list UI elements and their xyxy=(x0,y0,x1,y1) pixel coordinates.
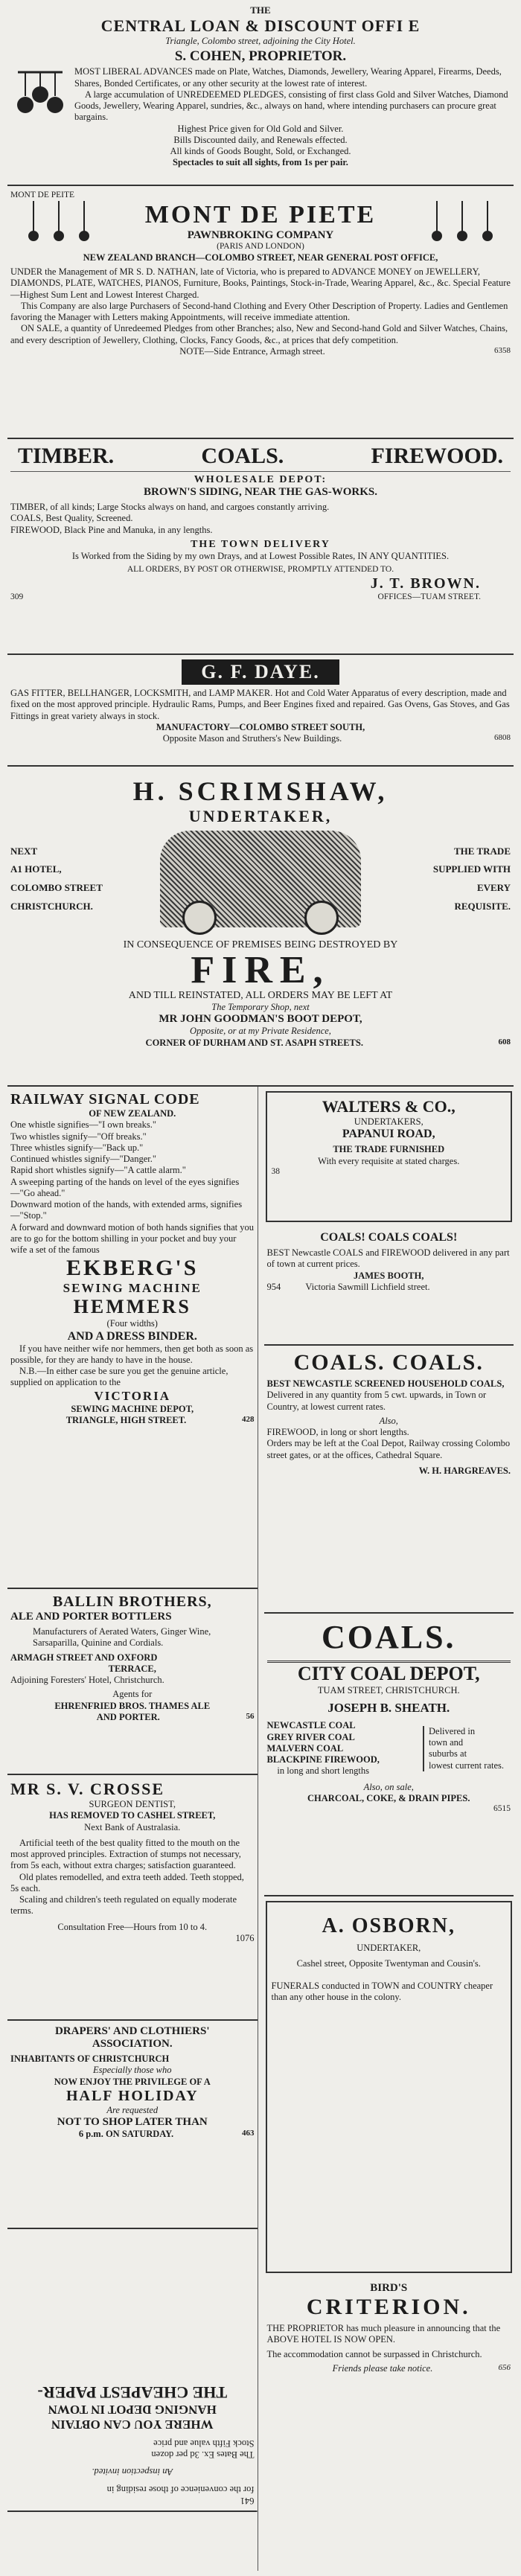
ad-opposite-text: Opposite Mason and Struthers's New Buildings. xyxy=(162,733,342,744)
pawn-balls-icon xyxy=(10,66,70,118)
ad-left-3: CHRISTCHURCH. xyxy=(10,900,93,912)
ad-removed: HAS REMOVED TO CASHEL STREET, xyxy=(49,1810,216,1821)
ad-word-firewood: FIREWOOD. xyxy=(371,444,503,468)
ad-title2: ASSOCIATION. xyxy=(92,2038,173,2050)
ad-siding: BROWN'S SIDING, NEAR THE GAS-WORKS. xyxy=(144,486,377,498)
ad-address1: ARMAGH STREET AND OXFORD xyxy=(10,1652,158,1663)
ad-sub1: PAWNBROKING COMPANY xyxy=(187,229,334,241)
ad-orders: Orders may be left at the Coal Depot, Railway crossing Colombo street gates, or at the offices, Cathedral Square. xyxy=(266,1438,511,1460)
ad-word-timber: TIMBER. xyxy=(18,444,115,468)
ad-number: 6515 xyxy=(493,1804,511,1813)
ad-body: Manufacturers of Aerated Waters, Ginger Wine, Sarsaparilla, Quinine and Cordials. xyxy=(33,1626,211,1649)
ad-body: GAS FITTER, BELLHANGER, LOCKSMITH, and LAMP MAKER. Hot and Cold Water Apparatus of every description, made and fixed on the most approved principle. Hydraulic Rams, Pumps, and Beer Engines fixed and repaired. Gas Ovens, Gas Stoves, and Gas Fittings in great variety always in stock. xyxy=(10,688,510,721)
ad-triangle xyxy=(10,1415,255,1426)
ad-name: JAMES BOOTH, xyxy=(354,1270,424,1281)
ad-accom: The accommodation cannot be surpassed in Christchurch. xyxy=(266,2348,482,2359)
ad-the: THE xyxy=(250,4,271,16)
ad-role: UNDERTAKER, xyxy=(188,807,333,825)
ad-coal-1: GREY RIVER COAL xyxy=(266,1731,355,1742)
ad-opposite: Opposite, or at my Private Residence, xyxy=(190,1026,331,1037)
ad-sub: OF NEW ZEALAND. xyxy=(89,1108,176,1119)
ad-number: 954 xyxy=(266,1281,281,1292)
ad-line4: Spectacles to suit all sights, from 1s per pair. xyxy=(173,157,348,168)
ad-signature: J. T. BROWN. xyxy=(370,575,481,592)
ad-offices: OFFICES—TUAM STREET. xyxy=(377,592,481,601)
ad-title-box xyxy=(10,659,511,685)
ad-role: UNDERTAKER, xyxy=(357,1943,421,1953)
ad-delivered-list xyxy=(423,1726,511,1771)
ad-delivered-1: town and xyxy=(429,1737,464,1748)
ad-consequence: IN CONSEQUENCE OF PREMISES BEING DESTROYED BY xyxy=(123,939,398,950)
ad-ehrenfried: EHRENFRIED BROS. THAMES ALE xyxy=(54,1700,211,1711)
ad-name: JOSEPH B. SHEATH. xyxy=(327,1701,450,1716)
ad-body: FUNERALS conducted in TOWN and COUNTRY cheaper than any other house in the colony. xyxy=(271,1980,493,2002)
ad-title: COALS. xyxy=(321,1619,456,1655)
ad-title: COALS. COALS. xyxy=(293,1350,484,1375)
ad-sub2: (PARIS AND LONDON) xyxy=(217,242,304,251)
ad-number: 309 xyxy=(10,592,24,601)
ad-inhabitants: INHABITANTS OF CHRISTCHURCH xyxy=(10,2054,170,2064)
ad-address2: TERRACE, xyxy=(108,1663,156,1674)
ad-address: TUAM STREET, CHRISTCHURCH. xyxy=(317,1685,460,1696)
ad-note xyxy=(10,346,511,357)
ad-corner-text: CORNER OF DURHAM AND ST. ASAPH STREETS. xyxy=(145,1037,363,1048)
ad-body1: BEST NEWCASTLE SCREENED HOUSEHOLD COALS, xyxy=(266,1378,505,1389)
ad-proprietor: S. COHEN, PROPRIETOR. xyxy=(174,48,347,65)
ad-friends-text: Friends please take notice. xyxy=(332,2362,433,2374)
ad-title: G. F. DAYE. xyxy=(182,659,339,685)
ad-number: 6808 xyxy=(494,733,511,742)
ad-victoria: VICTORIA xyxy=(94,1388,171,1403)
ad-also: Also, xyxy=(379,1415,398,1426)
ad-booth xyxy=(264,1227,514,1346)
ad-ekberg: EKBERG'S xyxy=(66,1256,199,1281)
ad-now: NOW ENJOY THE PRIVILEGE OF A xyxy=(54,2076,211,2087)
ad-and-dress xyxy=(10,1330,255,1343)
ad-line-1: HANGING DEPOT IN TOWN xyxy=(48,2402,217,2417)
ad-body2: Old plates remodelled, and extra teeth added. Teeth stopped, 5s each. xyxy=(10,1871,244,1893)
ad-friends xyxy=(267,2363,511,2374)
ad-line-7: A forward and downward motion of both hands signifies that you are to go for the bottom shilling in your pocket and buy your wife a set of the famous xyxy=(10,1221,255,1255)
ad-railway-signal xyxy=(7,1087,258,1589)
right-column xyxy=(264,1087,514,2571)
ad-line-5: An inspection invited. xyxy=(92,2467,173,2478)
ad-line-6: Downward motion of the hands, with extended arms, signifies—"Stop." xyxy=(10,1199,243,1221)
ad-notshop: NOT TO SHOP LATER THAN xyxy=(57,2116,208,2128)
ad-and: AND A xyxy=(67,1329,104,1343)
ad-title: CENTRAL LOAN & DISCOUNT OFFI E xyxy=(100,16,421,35)
ad-consult: Consultation Free—Hours from 10 to 4. xyxy=(57,1921,208,1932)
ad-line-5: A sweeping parting of the hands on level of the eyes signifies—"Go ahead." xyxy=(10,1176,240,1198)
ad-birds: BIRD'S xyxy=(370,2282,408,2294)
ad-coal-3: BLACKPINE FIREWOOD, xyxy=(266,1754,380,1765)
ad-sub: ALE AND PORTER BOTTLERS xyxy=(10,1611,172,1623)
ad-city-coal xyxy=(264,1614,514,1896)
ad-left-2: COLOMBO STREET xyxy=(10,882,103,893)
ad-line-2: Three whistles signify—"Back up." xyxy=(10,1142,144,1153)
ad-porter-text: AND PORTER. xyxy=(96,1711,160,1722)
ad-line-3: Stock Fifth value and price xyxy=(153,2438,255,2449)
ad-coal-0: NEWCASTLE COAL xyxy=(266,1720,356,1731)
ad-role: UNDERTAKERS, xyxy=(354,1116,423,1127)
ad-number: 428 xyxy=(242,1414,255,1424)
ad-manufactory: MANUFACTORY—COLOMBO STREET SOUTH, xyxy=(156,721,365,732)
hearse-illustration xyxy=(160,831,361,927)
ad-hargreaves xyxy=(264,1346,514,1614)
ad-adjoining: Adjoining Foresters' Hotel, Christchurch. xyxy=(10,1675,164,1685)
ad-criterion xyxy=(264,2278,514,2426)
ad-line-4: The Bates Ex. 3d per dozen xyxy=(151,2449,255,2461)
ad-coal-list xyxy=(267,1720,380,1777)
ad-osborn xyxy=(266,1901,513,2273)
ad-body1: Artificial teeth of the best quality fitted to the mouth on the most approved principles. Extraction of stumps not necessary, from 5s each, without extra charges; satisfaction guaranteed. xyxy=(10,1837,241,1871)
ad-body2: A large accumulation of UNREDEEMED PLEDGES, consisting of first class Gold and Silver Watches, Diamond Goods, Jewellery, Wearing Apparel, sundries, &c., always on hand, where intending purchasers can procure great bargains. xyxy=(74,89,508,123)
ad-address-row xyxy=(267,1282,511,1293)
pawn-balls-right-icon xyxy=(414,201,511,249)
ad-name: H. SCRIMSHAW, xyxy=(132,776,389,806)
ad-line2: Bills Discounted daily, and Renewals effected. xyxy=(173,134,348,145)
ad-width: (Four widths) xyxy=(106,1318,158,1329)
ad-goodman: MR JOHN GOODMAN'S BOOT DEPOT, xyxy=(159,1013,362,1026)
ad-line3: All kinds of Goods Bought, Sold, or Exchanged. xyxy=(170,146,351,156)
ad-number: 608 xyxy=(498,1037,511,1046)
ad-left-text xyxy=(10,843,130,916)
ad-scrimshaw xyxy=(7,767,514,1087)
ad-line-1: Two whistles signify—"Off breaks." xyxy=(10,1131,147,1142)
ad-line1: Highest Price given for Old Gold and Silver. xyxy=(177,123,344,134)
ad-triangle-text: TRIANGLE, HIGH STREET. xyxy=(65,1414,187,1425)
ad-line-4: Rapid short whistles signify—"A cattle alarm." xyxy=(10,1165,186,1176)
ad-central-loan xyxy=(7,0,514,186)
ad-body: If you have neither wife nor hemmers, then get both as soon as possible, for they are handy to have in the house. xyxy=(10,1343,254,1365)
ad-right-2: EVERY xyxy=(476,882,511,893)
ad-half: HALF HOLIDAY xyxy=(65,2087,199,2104)
ad-body1: MOST LIBERAL ADVANCES made on Plate, Watches, Diamonds, Jewellery, Wearing Apparel, Firearms, Deeds, Shares, Bonded Certificates, or any other security at the lowest rate of interest. xyxy=(74,66,502,89)
ad-delivery: THE TOWN DELIVERY xyxy=(191,538,330,550)
ad-note-text: NOTE—Side Entrance, Armagh street. xyxy=(179,345,325,357)
ad-crosse xyxy=(7,1775,258,2021)
ad-temporary: The Temporary Shop, next xyxy=(211,1002,310,1012)
ad-title: MR S. V. CROSSE xyxy=(10,1780,165,1798)
ad-body: THE PROPRIETOR has much pleasure in announcing that the ABOVE HOTEL IS NOW OPEN. xyxy=(266,2323,501,2345)
ad-body3: ON SALE, a quantity of Unredeemed Pledges from other Branches; also, New and Second-hand Gold and Silver Watches, Chains, and every description of Jewellery, Clothing, Clocks, Fancy Goods, &c., at prices that defy competition. xyxy=(10,323,508,345)
ad-right-text xyxy=(391,843,511,916)
ad-line-0: THE CHEAPEST PAPER- xyxy=(37,2382,228,2402)
left-column xyxy=(7,1087,258,2571)
ad-firewood: FIREWOOD, in long or short lengths. xyxy=(266,1427,409,1437)
ad-title: WALTERS & CO., xyxy=(322,1097,456,1116)
ad-right-1: SUPPLIED WITH xyxy=(432,863,511,875)
ad-requested: Are requested xyxy=(106,2104,159,2115)
ad-orders: ALL ORDERS, BY POST OR OTHERWISE, PROMPTLY ATTENDED TO. xyxy=(127,565,394,574)
ad-address: Cashel street, Opposite Twentyman and Cousin's. xyxy=(296,1958,481,1969)
ad-line-2: WHERE YOU CAN OBTAIN xyxy=(51,2417,214,2432)
ad-address: Victoria Sawmill Lichfield street. xyxy=(305,1281,430,1292)
ad-corner xyxy=(10,1038,511,1049)
ad-depot: SEWING MACHINE DEPOT, xyxy=(71,1403,194,1414)
ad-address: PAPANUI ROAD, xyxy=(342,1128,435,1141)
ad-number: 656 xyxy=(498,2362,511,2372)
ad-firewood-line: FIREWOOD, Black Pine and Manuka, in any lengths. xyxy=(10,524,213,535)
ad-title: A. OSBORN, xyxy=(322,1914,456,1937)
ad-line-0: One whistle signifies—"I own breaks." xyxy=(10,1119,156,1131)
ad-sub3: NEW ZEALAND BRANCH—COLOMBO STREET, NEAR GENERAL POST OFFICE, xyxy=(83,252,438,263)
ad-time xyxy=(10,2129,255,2140)
ad-porter xyxy=(10,1712,255,1723)
ad-trade: THE TRADE FURNISHED xyxy=(333,1144,445,1155)
ad-tag: MONT DE PEITE xyxy=(10,191,75,199)
ad-sub: SURGEON DENTIST, xyxy=(89,1799,176,1809)
ad-body1: UNDER the Management of MR S. D. NATHAN, late of Victoria, who is prepared to ADVANCE MONEY on JEWELLERY, DIAMONDS, PLATE, WATCHES, PIANOS, Furniture, Books, Paintings, Stock-in-Trade, Wearing Apparel, &c., &c. Special Feature—Highest Sum Lent and Lowest Interest Charged. xyxy=(10,266,511,300)
ad-daye xyxy=(7,655,514,767)
ad-drapers xyxy=(7,2021,258,2229)
ad-signature: W. H. HARGREAVES. xyxy=(418,1465,511,1476)
ad-title: COALS! COALS COALS! xyxy=(320,1231,458,1244)
ad-number: 463 xyxy=(242,2129,255,2138)
ad-line-3: Continued whistles signify—"Danger." xyxy=(10,1154,156,1164)
ad-ballin xyxy=(7,1589,258,1775)
ad-walters xyxy=(266,1091,513,1222)
ad-address: Triangle, Colombo street, adjoining the City Hotel. xyxy=(165,36,356,46)
ad-body: BEST Newcastle COALS and FIREWOOD delivered in any part of town at current prices. xyxy=(266,1247,510,1270)
ad-right-0: THE TRADE xyxy=(454,845,511,857)
ad-lengths: in long and short lengths xyxy=(277,1765,369,1777)
ad-cheapest-paper-inverted xyxy=(7,2229,258,2512)
ad-dress: DRESS BINDER. xyxy=(106,1329,197,1343)
ad-agents: Agents for xyxy=(112,1689,153,1700)
ad-timber-line: TIMBER, of all kinds; Large Stocks always on hand, and cargoes constantly arriving. xyxy=(10,502,330,512)
ad-depot: CITY COAL DEPOT, xyxy=(297,1663,480,1684)
ad-delivered-0: Delivered in xyxy=(429,1725,476,1736)
two-column-section xyxy=(7,1087,514,2571)
ad-coals-line: COALS, Best Quality, Screened. xyxy=(10,513,133,524)
ad-timber-coals xyxy=(7,439,514,655)
ad-title: RAILWAY SIGNAL CODE xyxy=(10,1091,200,1108)
ad-delivery-body: Is Worked from the Siding by my own Drays, and at Lowest Possible Rates, IN ANY QUANTITIES. xyxy=(71,550,450,561)
ad-body3: Scaling and children's teeth regulated on equally moderate terms. xyxy=(10,1894,237,1917)
ad-wholesale: WHOLESALE DEPOT: xyxy=(194,474,327,485)
ad-title1: DRAPERS' AND CLOTHIERS' xyxy=(54,2025,210,2037)
ad-left-0: NEXT xyxy=(10,845,38,857)
ad-fire: FIRE, xyxy=(191,949,330,991)
ad-next: Next Bank of Australasia. xyxy=(84,1821,181,1832)
ad-delivered-2: suburbs at xyxy=(429,1748,467,1760)
ad-right-3: REQUISITE. xyxy=(454,900,511,912)
ad-body2: Delivered in any quantity from 5 cwt. upwards, in Town or Country, at lowest current rates. xyxy=(266,1390,487,1412)
ad-title: CRITERION. xyxy=(306,2295,471,2319)
ad-line-6: for the convenience of those residing in xyxy=(106,2484,255,2495)
ad-also: Also, on sale, xyxy=(363,1781,414,1792)
ad-sewing: SEWING MACHINE xyxy=(63,1281,202,1296)
ad-number: 6358 xyxy=(494,345,511,355)
ad-number: 641 xyxy=(240,2496,255,2506)
ad-word-coals: COALS. xyxy=(201,444,284,468)
ad-hemmers: HEMMERS xyxy=(73,1296,191,1318)
ad-opposite xyxy=(10,733,511,744)
ad-reinstated: AND TILL REINSTATED, ALL ORDERS MAY BE LEFT AT xyxy=(128,990,393,1001)
ad-time-text: 6 p.m. ON SATURDAY. xyxy=(78,2129,174,2139)
ad-mont-de-piete xyxy=(7,186,514,439)
ad-charcoal: CHARCOAL, COKE, & DRAIN PIPES. xyxy=(307,1792,470,1803)
ad-title: MONT DE PIETE xyxy=(144,201,377,228)
ad-number: 56 xyxy=(246,1711,255,1721)
ad-title: BALLIN BROTHERS, xyxy=(52,1594,212,1610)
ad-body2: This Company are also large Purchasers of Second-hand Clothing and Every Other Description of Property. Ladies and Gentlemen favoring the Manager with Letters making Appointments, will receive immediate attention. xyxy=(10,300,508,323)
ad-especially: Especially those who xyxy=(92,2065,172,2076)
ad-delivered-3: lowest current rates. xyxy=(429,1760,505,1771)
ad-left-1: A1 HOTEL, xyxy=(10,863,62,875)
ad-nb: N.B.—In either case be sure you get the genuine article, supplied on application to the xyxy=(10,1366,228,1388)
ad-number: 1076 xyxy=(235,1932,255,1943)
pawn-balls-left-icon xyxy=(10,201,107,249)
ad-coal-2: MALVERN COAL xyxy=(266,1742,344,1754)
ad-requisites: With every requisite at stated charges. xyxy=(318,1155,460,1166)
ad-number: 38 xyxy=(271,1166,280,1176)
